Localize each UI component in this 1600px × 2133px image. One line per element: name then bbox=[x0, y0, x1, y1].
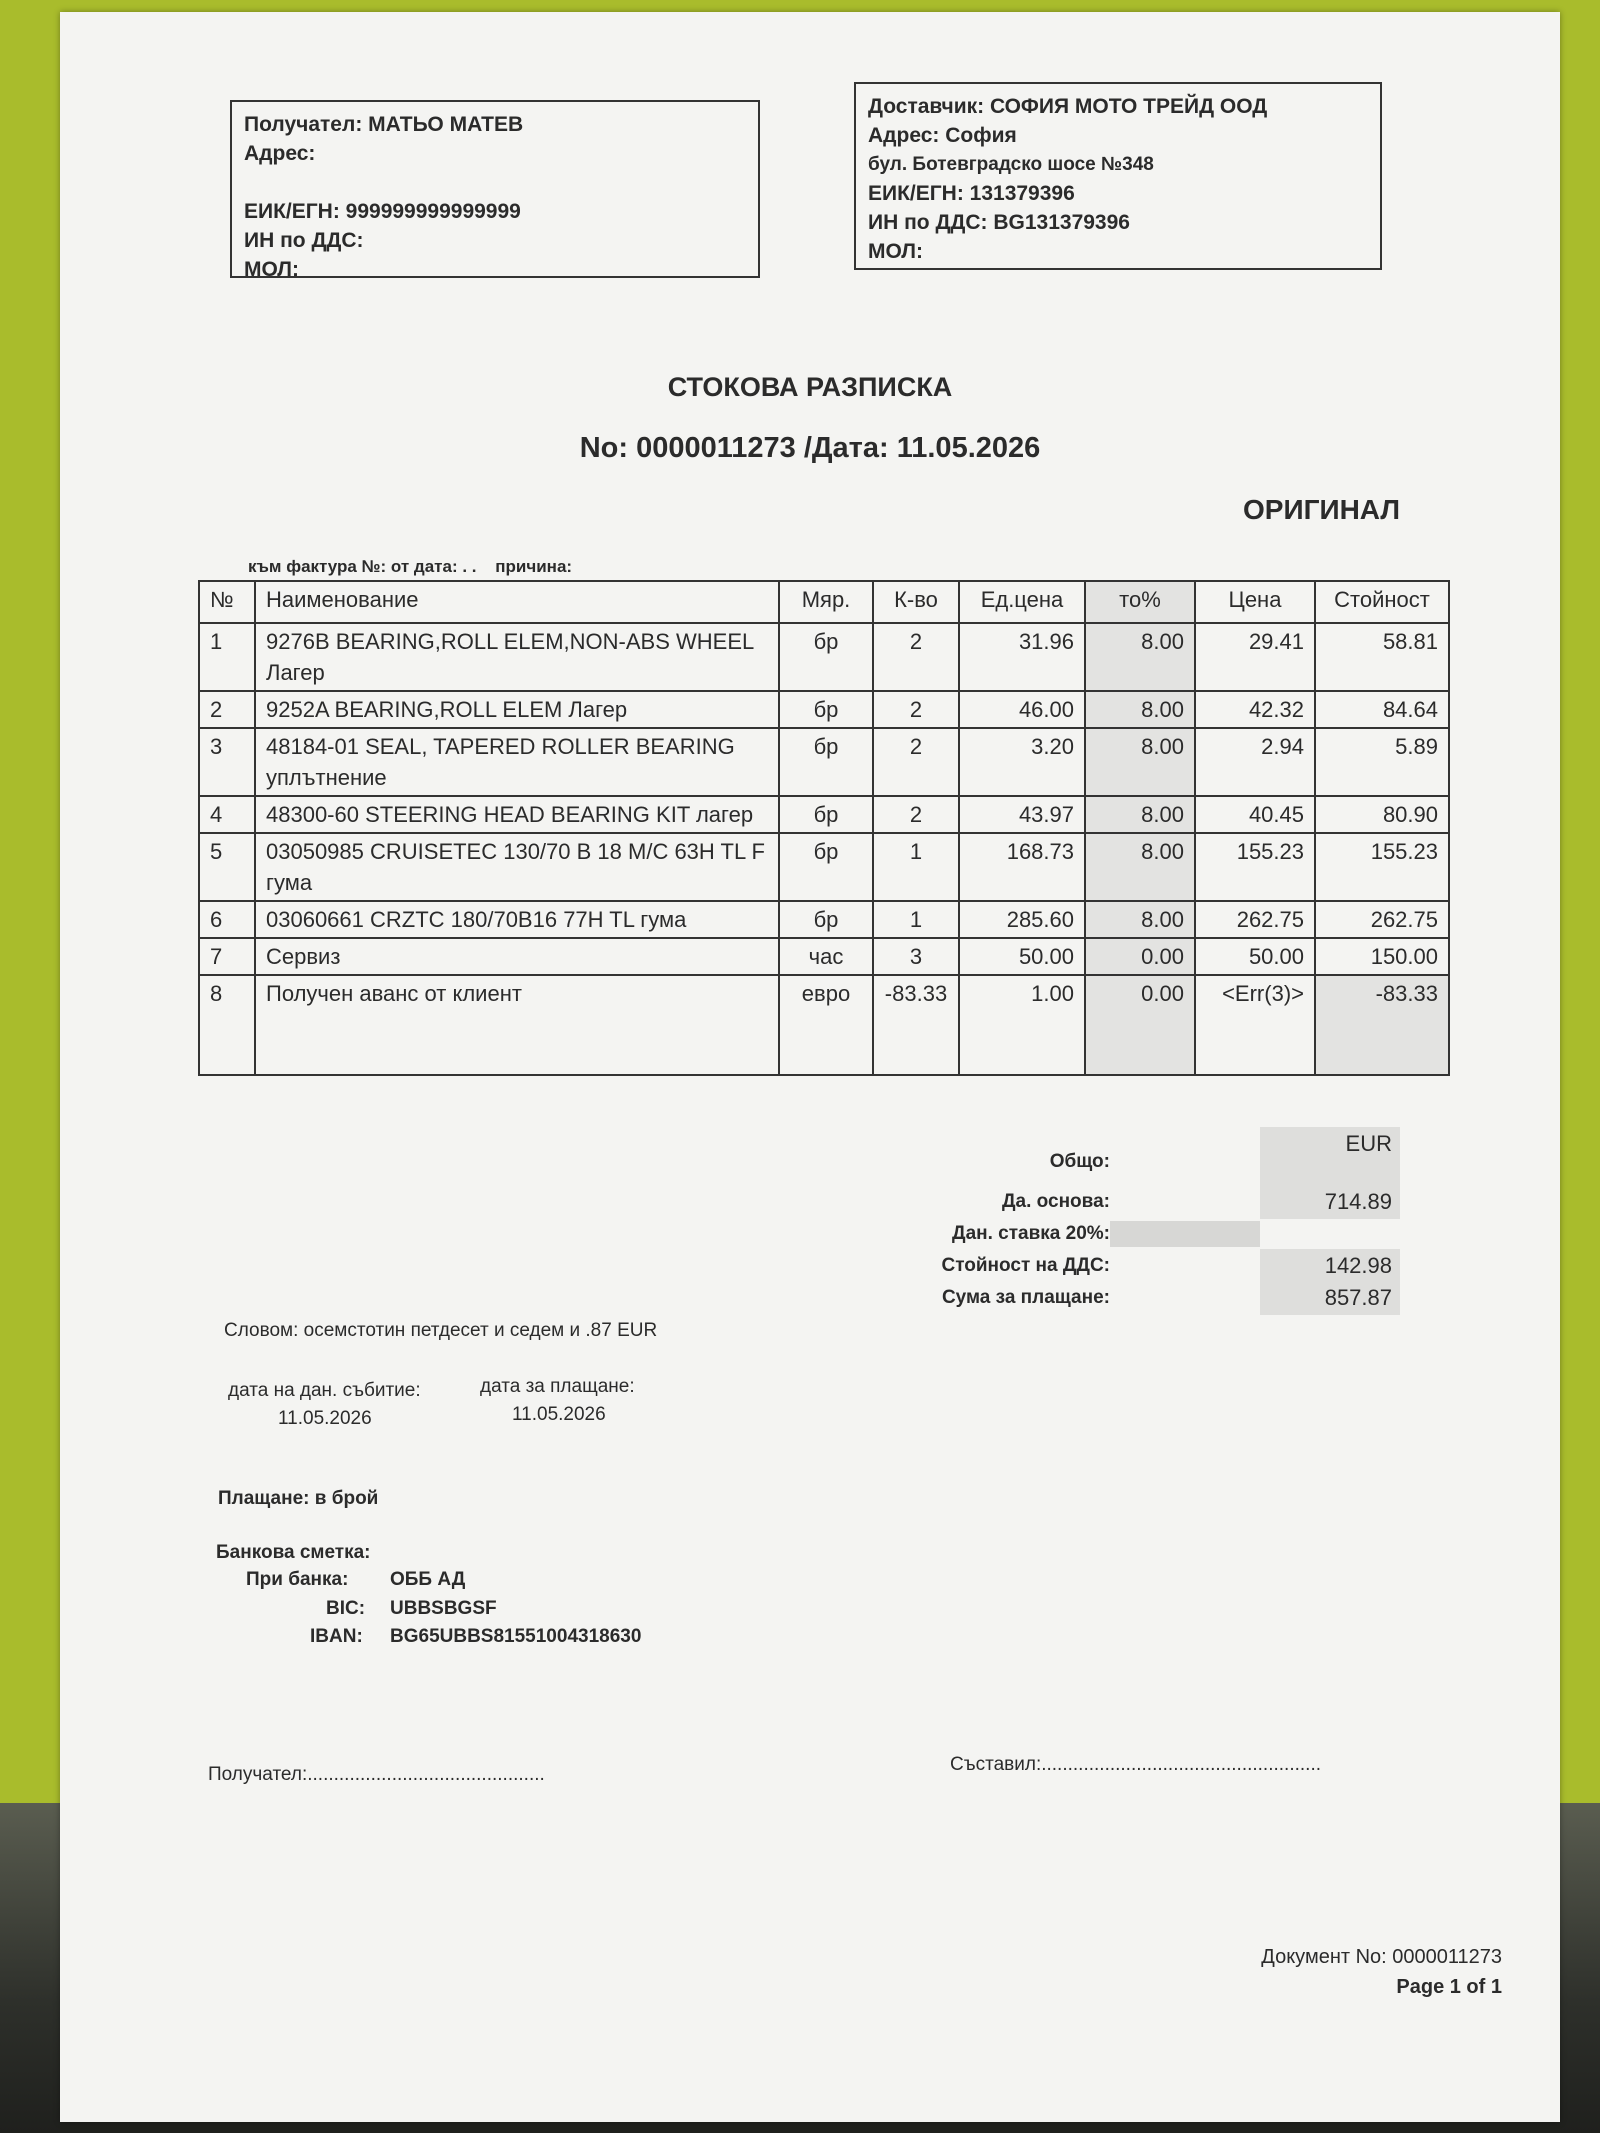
cell-percent: 8.00 bbox=[1085, 833, 1195, 901]
cell-name: 48300-60 STEERING HEAD BEARING KIT лагер bbox=[255, 796, 779, 833]
cell-qty: -83.33 bbox=[873, 975, 959, 1075]
copy-label: ОРИГИНАЛ bbox=[1242, 494, 1400, 525]
vat-value: 142.98 bbox=[1260, 1249, 1400, 1283]
table-row bbox=[199, 728, 1449, 796]
bic-label: BIC: bbox=[326, 1598, 366, 1619]
cell-unit: бр bbox=[779, 833, 873, 901]
reason-label: причина: bbox=[495, 557, 573, 576]
cell-qty: 1 bbox=[873, 833, 959, 901]
vat-label: Стойност на ДДС: bbox=[941, 1255, 1110, 1276]
cell-unit: бр bbox=[779, 623, 873, 691]
totals-pay-row bbox=[880, 1281, 1400, 1313]
supplier-vat: ИН по ДДС: BG131379396 bbox=[868, 211, 1130, 234]
cell-name: Сервиз bbox=[255, 938, 779, 975]
cell-qty: 3 bbox=[873, 938, 959, 975]
cell-value: 262.75 bbox=[1315, 901, 1449, 938]
cell-value: 84.64 bbox=[1315, 691, 1449, 728]
cell-percent: 0.00 bbox=[1085, 975, 1195, 1075]
totals-block bbox=[880, 1127, 1400, 1313]
total-label: Общо: bbox=[1049, 1151, 1110, 1172]
cell-name: 9252A BEARING,ROLL ELEM Лагер bbox=[255, 691, 779, 728]
footer-doc-number: Документ No: 0000011273 bbox=[1261, 1946, 1502, 1968]
recipient-vat: ИН по ДДС: bbox=[244, 229, 364, 252]
items-table bbox=[198, 580, 1450, 1076]
cell-unit: бр bbox=[779, 901, 873, 938]
supplier-eik: ЕИК/ЕГН: 131379396 bbox=[868, 182, 1075, 205]
cell-no: 8 bbox=[199, 975, 255, 1075]
cell-qty: 2 bbox=[873, 796, 959, 833]
cell-percent: 8.00 bbox=[1085, 901, 1195, 938]
recipient-box bbox=[230, 100, 760, 281]
table-row bbox=[199, 938, 1449, 975]
pay-label: Сума за плащане: bbox=[941, 1287, 1110, 1308]
cell-name: 03050985 CRUISETEC 130/70 B 18 M/C 63H TL F гума bbox=[255, 833, 779, 901]
cell-no: 6 bbox=[199, 901, 255, 938]
cell-unit-price: 285.60 bbox=[959, 901, 1085, 938]
totals-base-row bbox=[880, 1185, 1400, 1217]
recipient-spacer bbox=[244, 168, 746, 197]
cell-price: 2.94 bbox=[1195, 728, 1315, 796]
cell-unit: час bbox=[779, 938, 873, 975]
currency-label: EUR bbox=[1260, 1127, 1400, 1185]
table-row bbox=[199, 691, 1449, 728]
table-row bbox=[199, 623, 1449, 691]
composer-signature-line: Съставил:..................................................... bbox=[950, 1754, 1322, 1775]
tax-rate-label: Дан. ставка 20%: bbox=[952, 1223, 1110, 1244]
totals-vat-row bbox=[880, 1249, 1400, 1281]
cell-percent: 8.00 bbox=[1085, 796, 1195, 833]
table-row bbox=[199, 796, 1449, 833]
col-qty: К-во bbox=[873, 581, 959, 623]
recipient-signature-line: Получател:............................................. bbox=[208, 1764, 545, 1785]
cell-unit-price: 31.96 bbox=[959, 623, 1085, 691]
cell-unit-price: 46.00 bbox=[959, 691, 1085, 728]
cell-value: 58.81 bbox=[1315, 623, 1449, 691]
invoice-reference bbox=[248, 557, 586, 577]
recipient-address: Адрес: bbox=[244, 142, 316, 165]
cell-no: 4 bbox=[199, 796, 255, 833]
cell-unit: бр bbox=[779, 728, 873, 796]
cell-name: 48184-01 SEAL, TAPERED ROLLER BEARING уплътнение bbox=[255, 728, 779, 796]
table-header-row bbox=[199, 581, 1449, 623]
invoice-ref-text: към фактура №: от дата: . . bbox=[248, 557, 477, 576]
cell-price: 262.75 bbox=[1195, 901, 1315, 938]
cell-price: 50.00 bbox=[1195, 938, 1315, 975]
payment-date-label: дата за плащане: bbox=[480, 1376, 635, 1397]
col-price: Цена bbox=[1195, 581, 1315, 623]
cell-value: 155.23 bbox=[1315, 833, 1449, 901]
col-value: Стойност bbox=[1315, 581, 1449, 623]
cell-name: Получен аванс от клиент bbox=[255, 975, 779, 1075]
document-sheet bbox=[60, 12, 1560, 2122]
col-no: № bbox=[199, 581, 255, 623]
cell-unit: евро bbox=[779, 975, 873, 1075]
cell-unit: бр bbox=[779, 691, 873, 728]
cell-price: <Err(3)> bbox=[1195, 975, 1315, 1075]
document-number: No: 0000011273 /Дата: 11.05.2026 bbox=[579, 432, 1041, 464]
cell-unit-price: 168.73 bbox=[959, 833, 1085, 901]
cell-value: 80.90 bbox=[1315, 796, 1449, 833]
cell-price: 29.41 bbox=[1195, 623, 1315, 691]
cell-unit-price: 43.97 bbox=[959, 796, 1085, 833]
cell-percent: 8.00 bbox=[1085, 691, 1195, 728]
iban-label: IBAN: bbox=[310, 1626, 363, 1647]
document-title: СТОКОВА РАЗПИСКА bbox=[667, 372, 953, 402]
supplier-name: Доставчик: СОФИЯ МОТО ТРЕЙД ООД bbox=[868, 95, 1268, 118]
col-unit-price: Ед.цена bbox=[959, 581, 1085, 623]
tax-base-value: 714.89 bbox=[1260, 1185, 1400, 1219]
cell-price: 42.32 bbox=[1195, 691, 1315, 728]
bank-label: При банка: bbox=[246, 1569, 349, 1590]
cell-qty: 2 bbox=[873, 623, 959, 691]
col-name: Наименование bbox=[255, 581, 779, 623]
cell-qty: 1 bbox=[873, 901, 959, 938]
amount-in-words: Словом: осемстотин петдесет и седем и .87 EUR bbox=[224, 1320, 658, 1341]
supplier-street: бул. Ботевградско шосе №348 bbox=[868, 154, 1154, 175]
cell-qty: 2 bbox=[873, 728, 959, 796]
cell-price: 40.45 bbox=[1195, 796, 1315, 833]
payment-date-value: 11.05.2026 bbox=[512, 1404, 606, 1425]
cell-price: 155.23 bbox=[1195, 833, 1315, 901]
cell-no: 5 bbox=[199, 833, 255, 901]
tax-rate-fill bbox=[1110, 1221, 1260, 1247]
tax-base-label: Да. основа: bbox=[1002, 1191, 1110, 1212]
cell-name: 03060661 CRZTC 180/70B16 77H TL гума bbox=[255, 901, 779, 938]
cell-no: 2 bbox=[199, 691, 255, 728]
cell-qty: 2 bbox=[873, 691, 959, 728]
bank-account-label: Банкова сметка: bbox=[216, 1542, 371, 1563]
cell-value: 5.89 bbox=[1315, 728, 1449, 796]
bank-value: ОББ АД bbox=[390, 1569, 466, 1590]
recipient-eik: ЕИК/ЕГН: 999999999999999 bbox=[244, 200, 521, 223]
cell-unit-price: 1.00 bbox=[959, 975, 1085, 1075]
cell-unit-price: 50.00 bbox=[959, 938, 1085, 975]
cell-percent: 0.00 bbox=[1085, 938, 1195, 975]
cell-name: 9276B BEARING,ROLL ELEM,NON-ABS WHEEL Лагер bbox=[255, 623, 779, 691]
totals-total-row bbox=[880, 1127, 1400, 1185]
cell-value: 150.00 bbox=[1315, 938, 1449, 975]
cell-unit: бр bbox=[779, 796, 873, 833]
cell-percent: 8.00 bbox=[1085, 623, 1195, 691]
payment-method: Плащане: в брой bbox=[218, 1488, 379, 1509]
col-unit: Мяр. bbox=[779, 581, 873, 623]
tax-event-date-value: 11.05.2026 bbox=[278, 1408, 372, 1429]
table-row bbox=[199, 901, 1449, 938]
bic-value: UBBSBGSF bbox=[390, 1598, 497, 1619]
supplier-box bbox=[854, 82, 1382, 270]
cell-no: 3 bbox=[199, 728, 255, 796]
cell-percent: 8.00 bbox=[1085, 728, 1195, 796]
supplier-mol: МОЛ: bbox=[868, 240, 924, 263]
iban-value: BG65UBBS81551004318630 bbox=[390, 1626, 642, 1647]
table-row bbox=[199, 975, 1449, 1075]
supplier-address: Адрес: София bbox=[868, 124, 1017, 147]
table-row bbox=[199, 833, 1449, 901]
cell-value: -83.33 bbox=[1315, 975, 1449, 1075]
cell-unit-price: 3.20 bbox=[959, 728, 1085, 796]
pay-value: 857.87 bbox=[1260, 1281, 1400, 1315]
recipient-name: Получател: МАТЬО МАТЕВ bbox=[244, 113, 524, 136]
cell-no: 7 bbox=[199, 938, 255, 975]
cell-no: 1 bbox=[199, 623, 255, 691]
totals-rate-row bbox=[880, 1217, 1400, 1249]
col-percent: то% bbox=[1085, 581, 1195, 623]
tax-event-date-label: дата на дан. събитие: bbox=[228, 1380, 421, 1401]
footer-page: Page 1 of 1 bbox=[1396, 1976, 1502, 1998]
recipient-mol: МОЛ: bbox=[244, 258, 300, 281]
